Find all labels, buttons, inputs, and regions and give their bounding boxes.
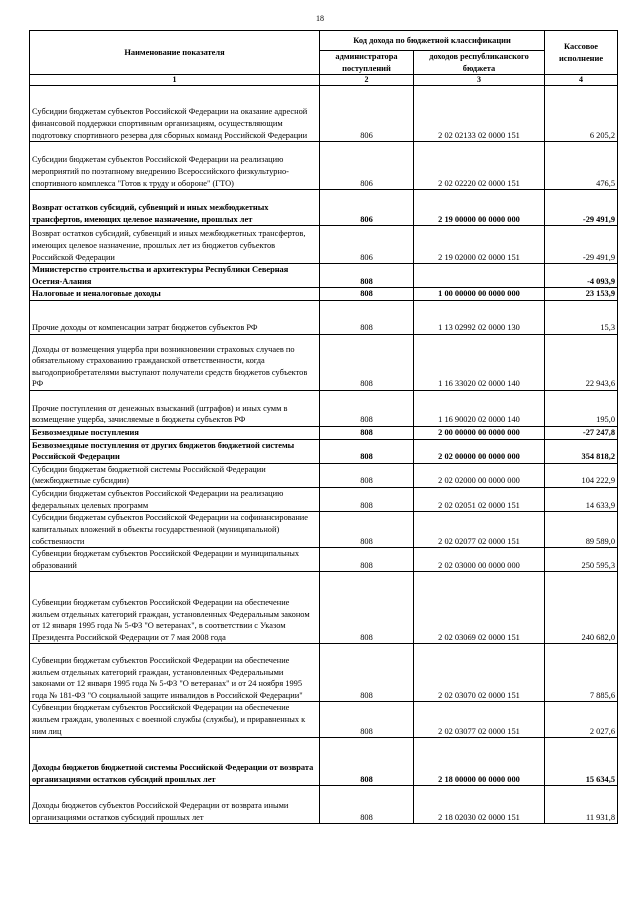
table-row [30,86,618,142]
table-row [30,439,618,463]
row-sum-cell: 240 682,0 [545,572,618,644]
table-row [30,786,618,824]
row-code-cell: 1 00 00000 00 0000 000 [414,288,545,301]
table-body [30,86,618,824]
row-admin-cell: 808 [320,300,414,334]
row-name-cell: Безвозмездные поступления [30,426,320,439]
row-admin-cell: 808 [320,738,414,786]
row-sum-cell: 23 153,9 [545,288,618,301]
row-admin-cell: 808 [320,334,414,390]
row-code-cell: 2 02 02220 02 0000 151 [414,142,545,190]
row-code-cell: 2 18 02030 02 0000 151 [414,786,545,824]
row-code-cell: 2 19 02000 02 0000 151 [414,226,545,264]
row-sum-cell: 6 205,2 [545,86,618,142]
row-sum-cell: 354 818,2 [545,439,618,463]
row-admin-cell: 808 [320,548,414,572]
row-code-cell: 1 16 90020 02 0000 140 [414,390,545,426]
table-row [30,226,618,264]
row-sum-cell: 89 589,0 [545,512,618,548]
row-name-cell: Субвенции бюджетам субъектов Российской Федерации и муниципальных образований [30,548,320,572]
row-admin-cell: 808 [320,288,414,301]
row-sum-cell: 104 222,9 [545,463,618,487]
table-row [30,190,618,226]
row-name-cell: Безвозмездные поступления от других бюджетов бюджетной системы Российской Федерации [30,439,320,463]
row-sum-cell: 15 634,5 [545,738,618,786]
table-row [30,334,618,390]
header-code: доходов республиканского бюджета [414,51,545,75]
table-row [30,142,618,190]
row-sum-cell: 22 943,6 [545,334,618,390]
row-sum-cell: -29 491,9 [545,190,618,226]
page-number: 18 [316,14,324,23]
row-code-cell: 1 16 33020 02 0000 140 [414,334,545,390]
row-name-cell: Субсидии бюджетам субъектов Российской Федерации на реализацию федеральных целевых программ [30,487,320,511]
row-sum-cell: 250 595,3 [545,548,618,572]
row-name-cell: Субвенции бюджетам субъектов Российской Федерации на обеспечение жильем отдельных категорий граждан, установленных Федеральными законами от 12 января 1995 года № 5-ФЗ "О ветеранах" и от 24 ноября 1995 года № 181-ФЗ "О социальной защите инвалидов в Российской Федерации" [30,644,320,702]
table-row [30,702,618,738]
row-admin-cell: 808 [320,426,414,439]
row-sum-cell: 11 931,8 [545,786,618,824]
row-admin-cell: 806 [320,142,414,190]
col-number-4: 4 [545,75,618,86]
row-admin-cell: 808 [320,264,414,288]
row-code-cell: 1 13 02992 02 0000 130 [414,300,545,334]
row-name-cell: Налоговые и неналоговые доходы [30,288,320,301]
col-number-2: 2 [320,75,414,86]
table-row [30,548,618,572]
header-code-group: Код дохода по бюджетной классификации [320,31,545,51]
row-sum-cell: 14 633,9 [545,487,618,511]
table-row [30,644,618,702]
row-name-cell: Субсидии бюджетам субъектов Российской Федерации на софинансирование капитальных вложений в объекты государственной (муниципальной) собственности [30,512,320,548]
row-sum-cell: 15,3 [545,300,618,334]
row-name-cell: Субсидии бюджетам субъектов Российской Федерации на реализацию мероприятий по поэтапному внедрению Всероссийского физкультурно-спортивного комплекса "Готов к труду и обороне" (ГТО) [30,142,320,190]
row-code-cell: 2 00 00000 00 0000 000 [414,426,545,439]
row-admin-cell: 808 [320,572,414,644]
row-name-cell: Субвенции бюджетам субъектов Российской Федерации на обеспечение жильем отдельных категорий граждан, установленных Федеральным законом от 12 января 1995 года № 5-ФЗ "О ветеранах", в соответствии с Указом Президента Российской Федерации от 7 мая 2008 года [30,572,320,644]
row-code-cell: 2 02 03077 02 0000 151 [414,702,545,738]
row-admin-cell: 808 [320,463,414,487]
table-row [30,390,618,426]
table-row [30,426,618,439]
row-name-cell: Возврат остатков субсидий, субвенций и иных межбюджетных трансфертов, имеющих целевое назначение, прошлых лет из бюджетов субъектов Российской Федерации [30,226,320,264]
row-code-cell: 2 02 02133 02 0000 151 [414,86,545,142]
table-row [30,288,618,301]
row-code-cell: 2 02 00000 00 0000 000 [414,439,545,463]
col-number-3: 3 [414,75,545,86]
row-sum-cell: 2 027,6 [545,702,618,738]
header-name: Наименование показателя [30,31,320,75]
table-row [30,738,618,786]
row-name-cell: Субвенции бюджетам субъектов Российской Федерации на обеспечение жильем граждан, уволенных с военной службы (службы), и приравненных к ним лиц [30,702,320,738]
row-admin-cell: 808 [320,439,414,463]
row-admin-cell: 806 [320,226,414,264]
table-row [30,512,618,548]
row-name-cell: Министерство строительства и архитектуры Республики Северная Осетия-Алания [30,264,320,288]
row-admin-cell: 808 [320,487,414,511]
row-name-cell: Субсидии бюджетам бюджетной системы Российской Федерации (межбюджетные субсидии) [30,463,320,487]
table-row [30,300,618,334]
row-name-cell: Доходы бюджетов бюджетной системы Российской Федерации от возврата организациями остатков субсидий прошлых лет [30,738,320,786]
row-code-cell: 2 02 02077 02 0000 151 [414,512,545,548]
row-code-cell: 2 02 03070 02 0000 151 [414,644,545,702]
budget-report-table [29,30,618,824]
table-row [30,264,618,288]
row-admin-cell: 808 [320,702,414,738]
table-row [30,463,618,487]
row-name-cell: Доходы бюджетов субъектов Российской Федерации от возврата иными организациями остатков субсидий прошлых лет [30,786,320,824]
row-sum-cell: 195,0 [545,390,618,426]
row-admin-cell: 806 [320,86,414,142]
table-row [30,572,618,644]
row-name-cell: Возврат остатков субсидий, субвенций и иных межбюджетных трансфертов, имеющих целевое назначение, прошлых лет [30,190,320,226]
col-number-1: 1 [30,75,320,86]
row-sum-cell: -29 491,9 [545,226,618,264]
row-admin-cell: 806 [320,190,414,226]
row-sum-cell: -27 247,8 [545,426,618,439]
row-sum-cell: 7 885,6 [545,644,618,702]
row-admin-cell: 808 [320,390,414,426]
row-code-cell: 2 02 03000 00 0000 000 [414,548,545,572]
row-code-cell [414,264,545,288]
row-name-cell: Субсидии бюджетам субъектов Российской Федерации на оказание адресной финансовой поддержки спортивным организациям, осуществляющим подготовку спортивного резерва для сборных команд Российской Федерации [30,86,320,142]
row-sum-cell: 476,5 [545,142,618,190]
row-code-cell: 2 18 00000 00 0000 000 [414,738,545,786]
header-sum: Кассовое исполнение [545,31,618,75]
row-admin-cell: 808 [320,786,414,824]
row-admin-cell: 808 [320,512,414,548]
row-name-cell: Прочие доходы от компенсации затрат бюджетов субъектов РФ [30,300,320,334]
table-row [30,487,618,511]
row-code-cell: 2 19 00000 00 0000 000 [414,190,545,226]
row-code-cell: 2 02 02051 02 0000 151 [414,487,545,511]
row-code-cell: 2 02 02000 00 0000 000 [414,463,545,487]
row-sum-cell: -4 093,9 [545,264,618,288]
row-admin-cell: 808 [320,644,414,702]
row-name-cell: Доходы от возмещения ущерба при возникновении страховых случаев по обязательному страхованию гражданской ответственности, когда выгодоприобретателями выступают получатели средств бюджетов субъектов РФ [30,334,320,390]
row-name-cell: Прочие поступления от денежных взысканий (штрафов) и иных сумм в возмещение ущерба, зачисляемые в бюджеты субъектов РФ [30,390,320,426]
header-admin: администратора поступлений [320,51,414,75]
row-code-cell: 2 02 03069 02 0000 151 [414,572,545,644]
